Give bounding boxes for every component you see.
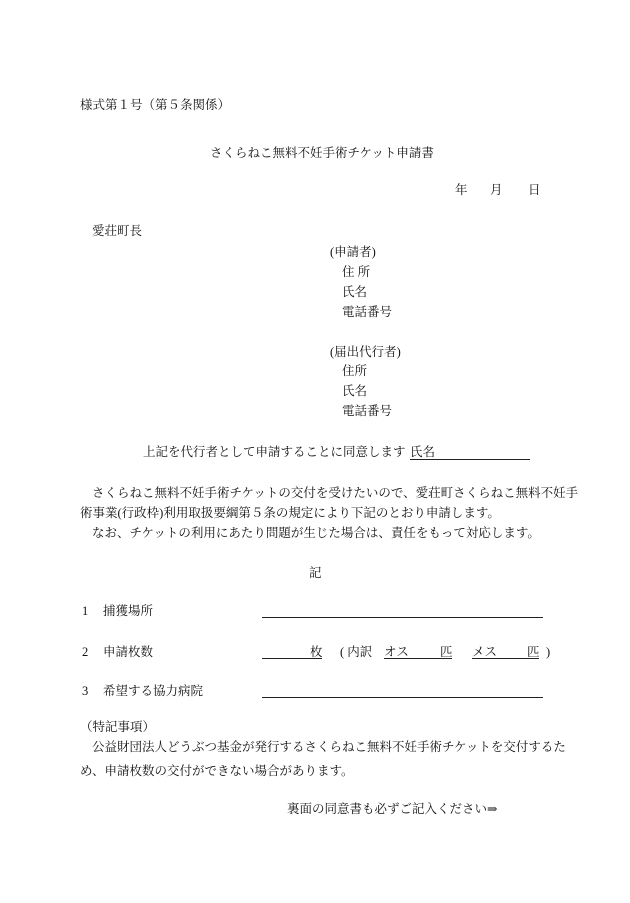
consent-name-label: 氏名: [410, 445, 436, 459]
female-unit: 匹: [527, 645, 540, 659]
item-3-number: 3: [82, 684, 89, 698]
female-label: メス: [472, 645, 498, 659]
item-2-number: 2: [82, 645, 89, 659]
ki-heading: 記: [309, 566, 322, 580]
consent-text: 上記を代行者として申請することに同意します: [143, 445, 406, 459]
date-year: 年: [455, 183, 468, 197]
notes-line-1: 公益財団法人どうぶつ基金が発行するさくらねこ無料不妊手術チケットを交付するた: [92, 740, 566, 754]
male-unit: 匹: [440, 645, 453, 659]
document-title: さくらねこ無料不妊手術チケット申請書: [210, 146, 434, 160]
agent-name-label: 氏名: [342, 384, 368, 398]
applicant-name-label: 氏名: [342, 285, 368, 299]
date-month: 月: [490, 183, 503, 197]
agent-address-label: 住所: [342, 364, 368, 378]
addressee: 愛荘町長: [92, 224, 143, 238]
notes-heading: （特記事項）: [80, 720, 156, 734]
applicant-heading: (申請者): [330, 245, 376, 259]
applicant-address-label: 住 所: [342, 265, 371, 279]
body-line-1: さくらねこ無料不妊手術チケットの交付を受けたいので、愛荘町さくらねこ無料不妊手: [92, 486, 579, 500]
notes-line-2: め、申請枚数の交付ができない場合があります。: [80, 764, 354, 778]
item-1-label: 捕獲場所: [103, 604, 154, 618]
body-line-2: 術事業(行政枠)利用取扱要綱第５条の規定により下記のとおり申請します。: [80, 506, 500, 520]
consent-name-field[interactable]: [410, 459, 530, 460]
form-number: 様式第１号（第５条関係）: [80, 98, 231, 112]
footer-note: 裏面の同意書も必ずご記入ください⇒: [287, 802, 498, 816]
body-line-3: なお、チケットの利用にあたり問題が生じた場合は、責任をもって対応します。: [92, 526, 540, 540]
agent-heading: (届出代行者): [330, 345, 401, 359]
breakdown-close: ): [546, 645, 551, 659]
capture-location-field[interactable]: [262, 617, 543, 618]
ticket-unit: 枚: [310, 645, 323, 659]
item-3-label: 希望する協力病院: [103, 684, 204, 698]
date-day: 日: [528, 183, 541, 197]
applicant-phone-label: 電話番号: [342, 305, 393, 319]
hospital-field[interactable]: [262, 697, 543, 698]
item-2-label: 申請枚数: [103, 645, 154, 659]
breakdown-open: ( 内訳: [340, 645, 373, 659]
male-label: オス: [384, 645, 409, 659]
agent-phone-label: 電話番号: [342, 404, 393, 418]
item-1-number: 1: [82, 604, 89, 618]
